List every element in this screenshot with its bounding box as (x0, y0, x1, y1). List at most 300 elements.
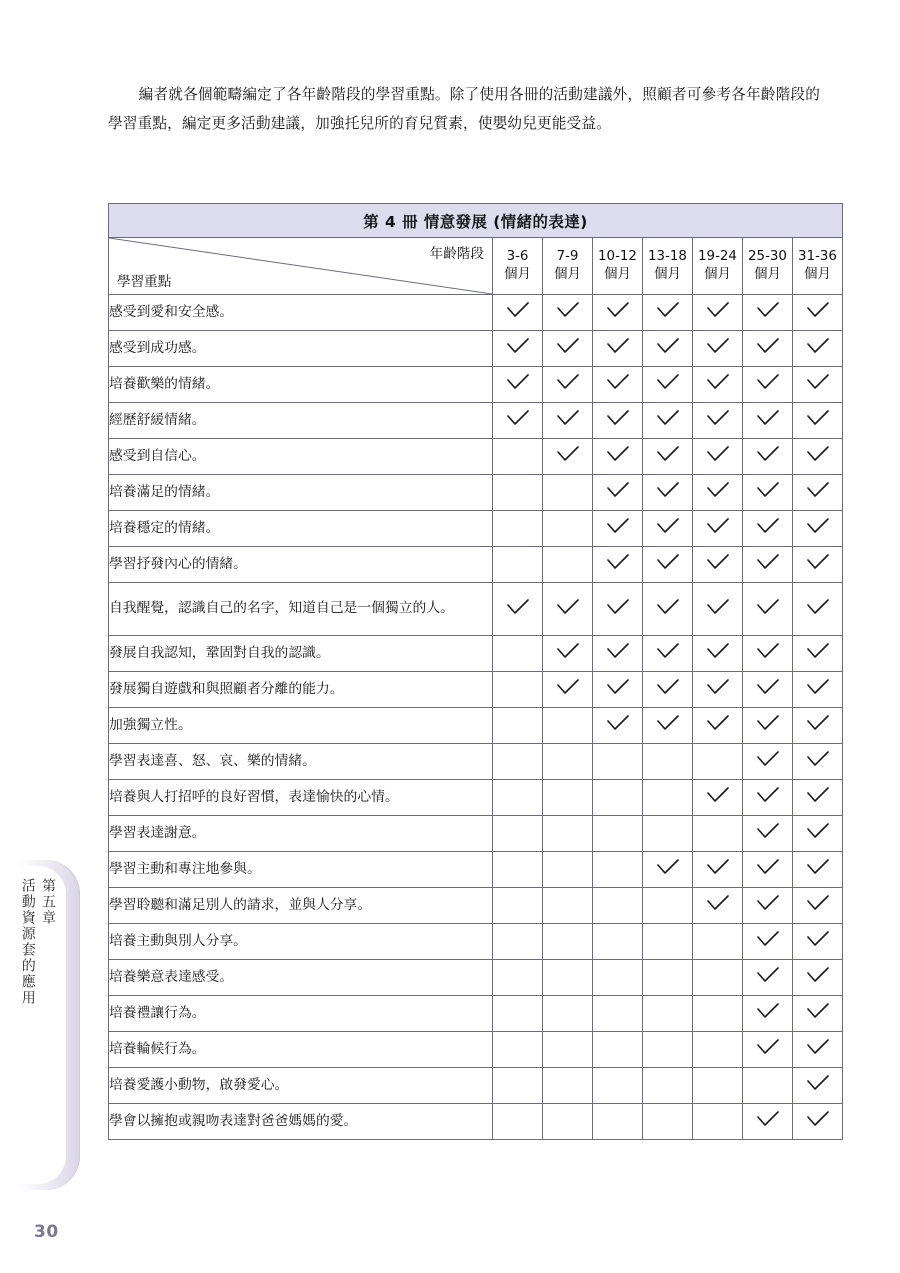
side-tab-chapter: 第五章 (40, 878, 56, 926)
check-mark-icon (606, 554, 630, 571)
check-cell (743, 636, 793, 672)
check-mark-icon (606, 482, 630, 499)
empty-cell (593, 1068, 643, 1104)
check-cell (643, 583, 693, 636)
learning-focus-item: 學習抒發內心的情緒。 (109, 547, 493, 583)
empty-cell (493, 1104, 543, 1140)
empty-cell (493, 511, 543, 547)
check-mark-icon (656, 446, 680, 463)
check-mark-icon (706, 859, 730, 876)
check-cell (643, 403, 693, 439)
empty-cell (543, 1104, 593, 1140)
empty-cell (543, 744, 593, 780)
check-mark-icon (806, 1075, 830, 1092)
empty-cell (693, 816, 743, 852)
check-mark-icon (756, 446, 780, 463)
check-cell (743, 708, 793, 744)
age-unit: 個月 (504, 267, 531, 282)
check-cell (693, 852, 743, 888)
check-cell (543, 295, 593, 331)
check-cell (793, 367, 843, 403)
check-cell (643, 636, 693, 672)
empty-cell (643, 1068, 693, 1104)
check-mark-icon (806, 410, 830, 427)
table-row (109, 888, 843, 924)
check-cell (593, 636, 643, 672)
table-row (109, 996, 843, 1032)
check-cell (593, 295, 643, 331)
check-mark-icon (606, 374, 630, 391)
check-cell (643, 331, 693, 367)
check-mark-icon (706, 374, 730, 391)
check-mark-icon (556, 410, 580, 427)
check-mark-icon (806, 1111, 830, 1128)
check-mark-icon (706, 679, 730, 696)
check-cell (693, 439, 743, 475)
check-mark-icon (756, 1039, 780, 1056)
empty-cell (493, 708, 543, 744)
table-row (109, 1032, 843, 1068)
age-range: 13-18 (648, 248, 687, 264)
check-mark-icon (656, 482, 680, 499)
check-cell (743, 888, 793, 924)
check-cell (593, 403, 643, 439)
check-mark-icon (756, 751, 780, 768)
check-mark-icon (556, 643, 580, 660)
check-mark-icon (606, 715, 630, 732)
check-cell (793, 960, 843, 996)
age-range: 7-9 (556, 248, 579, 264)
empty-cell (693, 1032, 743, 1068)
learning-focus-item: 經歷舒緩情緒。 (109, 403, 493, 439)
check-cell (743, 403, 793, 439)
check-mark-icon (656, 302, 680, 319)
empty-cell (593, 924, 643, 960)
empty-cell (493, 888, 543, 924)
check-mark-icon (806, 931, 830, 948)
empty-cell (593, 1104, 643, 1140)
learning-focus-table (108, 203, 843, 1140)
check-cell (593, 583, 643, 636)
check-mark-icon (656, 715, 680, 732)
empty-cell (643, 816, 693, 852)
table-row (109, 744, 843, 780)
empty-cell (543, 1068, 593, 1104)
side-tab-section: 活動資源套的應用 (19, 878, 36, 1006)
check-cell (593, 547, 643, 583)
empty-cell (493, 960, 543, 996)
age-range: 25-30 (748, 248, 787, 264)
check-mark-icon (756, 823, 780, 840)
empty-cell (493, 475, 543, 511)
learning-focus-item: 學習主動和專注地參與。 (109, 852, 493, 888)
empty-cell (643, 888, 693, 924)
empty-cell (643, 780, 693, 816)
table-row (109, 331, 843, 367)
check-mark-icon (806, 1003, 830, 1020)
check-cell (593, 672, 643, 708)
check-mark-icon (606, 643, 630, 660)
empty-cell (493, 672, 543, 708)
learning-focus-item: 感受到自信心。 (109, 439, 493, 475)
check-cell (643, 475, 693, 511)
check-cell (743, 583, 793, 636)
check-mark-icon (556, 374, 580, 391)
table-row (109, 403, 843, 439)
check-cell (493, 331, 543, 367)
learning-focus-item: 培養愛護小動物，啟發愛心。 (109, 1068, 493, 1104)
age-column-header (593, 238, 643, 295)
check-cell (593, 439, 643, 475)
empty-cell (543, 816, 593, 852)
check-mark-icon (756, 1003, 780, 1020)
empty-cell (643, 1032, 693, 1068)
check-mark-icon (806, 823, 830, 840)
check-cell (743, 960, 793, 996)
check-cell (743, 331, 793, 367)
learning-focus-label: 學習重點 (117, 274, 172, 290)
check-mark-icon (556, 302, 580, 319)
check-mark-icon (756, 338, 780, 355)
check-mark-icon (806, 751, 830, 768)
check-cell (793, 672, 843, 708)
check-cell (743, 672, 793, 708)
check-mark-icon (656, 599, 680, 616)
check-mark-icon (806, 446, 830, 463)
empty-cell (493, 439, 543, 475)
empty-cell (593, 744, 643, 780)
check-mark-icon (606, 338, 630, 355)
learning-focus-item: 感受到成功感。 (109, 331, 493, 367)
check-cell (793, 636, 843, 672)
age-range: 3-6 (506, 248, 529, 264)
check-cell (693, 331, 743, 367)
check-mark-icon (606, 302, 630, 319)
check-mark-icon (756, 967, 780, 984)
check-cell (793, 924, 843, 960)
check-mark-icon (556, 446, 580, 463)
table-row (109, 1068, 843, 1104)
empty-cell (643, 1104, 693, 1140)
check-cell (793, 888, 843, 924)
table-row (109, 439, 843, 475)
empty-cell (593, 1032, 643, 1068)
check-mark-icon (756, 410, 780, 427)
check-cell (643, 439, 693, 475)
empty-cell (493, 547, 543, 583)
check-cell (693, 583, 743, 636)
learning-focus-item: 加強獨立性。 (109, 708, 493, 744)
table-row (109, 295, 843, 331)
check-mark-icon (706, 895, 730, 912)
age-column-header (793, 238, 843, 295)
check-cell (543, 331, 593, 367)
age-unit: 個月 (754, 267, 781, 282)
check-cell (643, 367, 693, 403)
empty-cell (593, 888, 643, 924)
table-row (109, 816, 843, 852)
check-mark-icon (656, 410, 680, 427)
check-cell (643, 708, 693, 744)
check-cell (793, 547, 843, 583)
check-mark-icon (756, 895, 780, 912)
age-column-header (743, 238, 793, 295)
empty-cell (593, 780, 643, 816)
empty-cell (593, 852, 643, 888)
check-cell (693, 888, 743, 924)
learning-focus-item: 發展自我認知，鞏固對自我的認識。 (109, 636, 493, 672)
table-row (109, 708, 843, 744)
check-mark-icon (806, 374, 830, 391)
check-mark-icon (506, 374, 530, 391)
check-mark-icon (656, 554, 680, 571)
age-unit: 個月 (604, 267, 631, 282)
learning-focus-item: 學習表達謝意。 (109, 816, 493, 852)
check-cell (743, 511, 793, 547)
check-mark-icon (606, 446, 630, 463)
check-mark-icon (806, 554, 830, 571)
learning-focus-item: 學習表達喜、怒、哀、樂的情緒。 (109, 744, 493, 780)
check-cell (593, 475, 643, 511)
empty-cell (543, 1032, 593, 1068)
check-mark-icon (756, 554, 780, 571)
empty-cell (693, 1104, 743, 1140)
check-cell (743, 1032, 793, 1068)
empty-cell (543, 708, 593, 744)
table-row (109, 475, 843, 511)
check-cell (693, 672, 743, 708)
check-cell (743, 780, 793, 816)
check-cell (743, 439, 793, 475)
learning-focus-item: 感受到愛和安全感。 (109, 295, 493, 331)
check-cell (493, 295, 543, 331)
check-cell (743, 924, 793, 960)
check-mark-icon (756, 1111, 780, 1128)
check-cell (493, 403, 543, 439)
check-mark-icon (706, 518, 730, 535)
empty-cell (743, 1068, 793, 1104)
empty-cell (493, 924, 543, 960)
check-cell (693, 475, 743, 511)
empty-cell (493, 1032, 543, 1068)
check-cell (643, 672, 693, 708)
check-cell (793, 1032, 843, 1068)
age-unit: 個月 (704, 267, 731, 282)
check-cell (793, 816, 843, 852)
check-cell (793, 331, 843, 367)
learning-focus-item: 培養與人打招呼的良好習慣，表達愉快的心情。 (109, 780, 493, 816)
learning-focus-item: 學會以擁抱或親吻表達對爸爸媽媽的愛。 (109, 1104, 493, 1140)
side-tab-text (19, 878, 58, 1006)
check-cell (743, 547, 793, 583)
check-cell (693, 780, 743, 816)
intro-paragraph (108, 80, 820, 138)
check-cell (793, 475, 843, 511)
check-mark-icon (706, 599, 730, 616)
check-cell (793, 511, 843, 547)
empty-cell (493, 636, 543, 672)
check-mark-icon (706, 410, 730, 427)
empty-cell (643, 744, 693, 780)
check-mark-icon (806, 1039, 830, 1056)
empty-cell (493, 852, 543, 888)
check-cell (743, 1104, 793, 1140)
check-cell (543, 439, 593, 475)
learning-focus-item: 培養禮讓行為。 (109, 996, 493, 1032)
check-mark-icon (656, 338, 680, 355)
check-mark-icon (606, 410, 630, 427)
check-mark-icon (756, 374, 780, 391)
empty-cell (493, 744, 543, 780)
check-cell (743, 295, 793, 331)
check-mark-icon (606, 679, 630, 696)
age-stage-label: 年齡階段 (429, 246, 484, 262)
check-cell (793, 852, 843, 888)
table-title: 第 4 冊 情意發展 (情緒的表達) (109, 204, 843, 238)
empty-cell (643, 924, 693, 960)
check-mark-icon (806, 643, 830, 660)
check-cell (543, 403, 593, 439)
check-mark-icon (756, 482, 780, 499)
check-cell (643, 852, 693, 888)
table-row (109, 924, 843, 960)
empty-cell (543, 547, 593, 583)
empty-cell (543, 475, 593, 511)
empty-cell (543, 924, 593, 960)
learning-focus-item: 發展獨自遊戲和與照顧者分離的能力。 (109, 672, 493, 708)
check-mark-icon (756, 643, 780, 660)
check-mark-icon (806, 715, 830, 732)
check-cell (693, 708, 743, 744)
empty-cell (693, 1068, 743, 1104)
learning-focus-item: 培養滿足的情緒。 (109, 475, 493, 511)
learning-focus-item: 培養歡樂的情緒。 (109, 367, 493, 403)
check-cell (793, 439, 843, 475)
table-row (109, 367, 843, 403)
check-mark-icon (806, 518, 830, 535)
intro-text: 編者就各個範疇編定了各年齡階段的學習重點。除了使用各冊的活動建議外，照顧者可參考各年齡階段的學習重點，編定更多活動建議，加強托兒所的育兒質素，使嬰幼兒更能受益。 (108, 86, 820, 133)
age-range: 10-12 (598, 248, 637, 264)
check-mark-icon (556, 599, 580, 616)
learning-focus-item: 培養穩定的情緒。 (109, 511, 493, 547)
age-unit: 個月 (654, 267, 681, 282)
check-cell (693, 403, 743, 439)
check-cell (693, 511, 743, 547)
empty-cell (693, 744, 743, 780)
check-mark-icon (706, 302, 730, 319)
check-cell (793, 1068, 843, 1104)
empty-cell (543, 511, 593, 547)
check-mark-icon (756, 715, 780, 732)
check-mark-icon (806, 967, 830, 984)
check-mark-icon (706, 715, 730, 732)
check-mark-icon (806, 859, 830, 876)
check-cell (693, 547, 743, 583)
check-mark-icon (706, 446, 730, 463)
check-mark-icon (806, 482, 830, 499)
check-cell (793, 583, 843, 636)
table-row (109, 672, 843, 708)
check-mark-icon (806, 679, 830, 696)
chapter-side-tab (18, 860, 80, 1190)
check-mark-icon (506, 302, 530, 319)
learning-focus-table-container (108, 203, 842, 1140)
check-cell (643, 295, 693, 331)
table-row (109, 1104, 843, 1140)
empty-cell (593, 816, 643, 852)
age-column-header (643, 238, 693, 295)
age-column-header (543, 238, 593, 295)
age-column-header (693, 238, 743, 295)
empty-cell (543, 996, 593, 1032)
check-cell (793, 708, 843, 744)
check-mark-icon (756, 302, 780, 319)
check-mark-icon (706, 554, 730, 571)
learning-focus-item: 培養輪候行為。 (109, 1032, 493, 1068)
check-cell (743, 816, 793, 852)
check-cell (543, 636, 593, 672)
table-corner-cell (109, 238, 493, 295)
table-row (109, 960, 843, 996)
check-mark-icon (656, 859, 680, 876)
check-cell (493, 367, 543, 403)
age-column-header (493, 238, 543, 295)
check-mark-icon (656, 643, 680, 660)
check-mark-icon (756, 518, 780, 535)
empty-cell (593, 960, 643, 996)
check-mark-icon (556, 679, 580, 696)
check-cell (793, 744, 843, 780)
check-mark-icon (756, 859, 780, 876)
check-cell (643, 511, 693, 547)
check-cell (743, 852, 793, 888)
check-cell (793, 1104, 843, 1140)
check-mark-icon (606, 518, 630, 535)
check-cell (743, 367, 793, 403)
table-row (109, 780, 843, 816)
page-number: 30 (34, 1222, 59, 1242)
empty-cell (493, 816, 543, 852)
learning-focus-item: 自我醒覺，認識自己的名字，知道自己是一個獨立的人。 (109, 583, 493, 636)
age-unit: 個月 (554, 267, 581, 282)
check-cell (693, 295, 743, 331)
check-cell (693, 636, 743, 672)
empty-cell (493, 1068, 543, 1104)
table-row (109, 852, 843, 888)
check-mark-icon (706, 338, 730, 355)
check-cell (593, 367, 643, 403)
check-mark-icon (656, 518, 680, 535)
check-cell (593, 331, 643, 367)
learning-focus-item: 培養樂意表達感受。 (109, 960, 493, 996)
check-cell (543, 367, 593, 403)
table-row (109, 547, 843, 583)
check-cell (793, 780, 843, 816)
check-mark-icon (806, 302, 830, 319)
check-mark-icon (706, 643, 730, 660)
check-cell (543, 583, 593, 636)
check-mark-icon (756, 599, 780, 616)
age-range: 19-24 (698, 248, 737, 264)
check-cell (593, 708, 643, 744)
check-cell (493, 583, 543, 636)
check-mark-icon (756, 787, 780, 804)
empty-cell (493, 780, 543, 816)
check-mark-icon (756, 679, 780, 696)
age-range: 31-36 (798, 248, 837, 264)
empty-cell (543, 780, 593, 816)
check-mark-icon (806, 338, 830, 355)
